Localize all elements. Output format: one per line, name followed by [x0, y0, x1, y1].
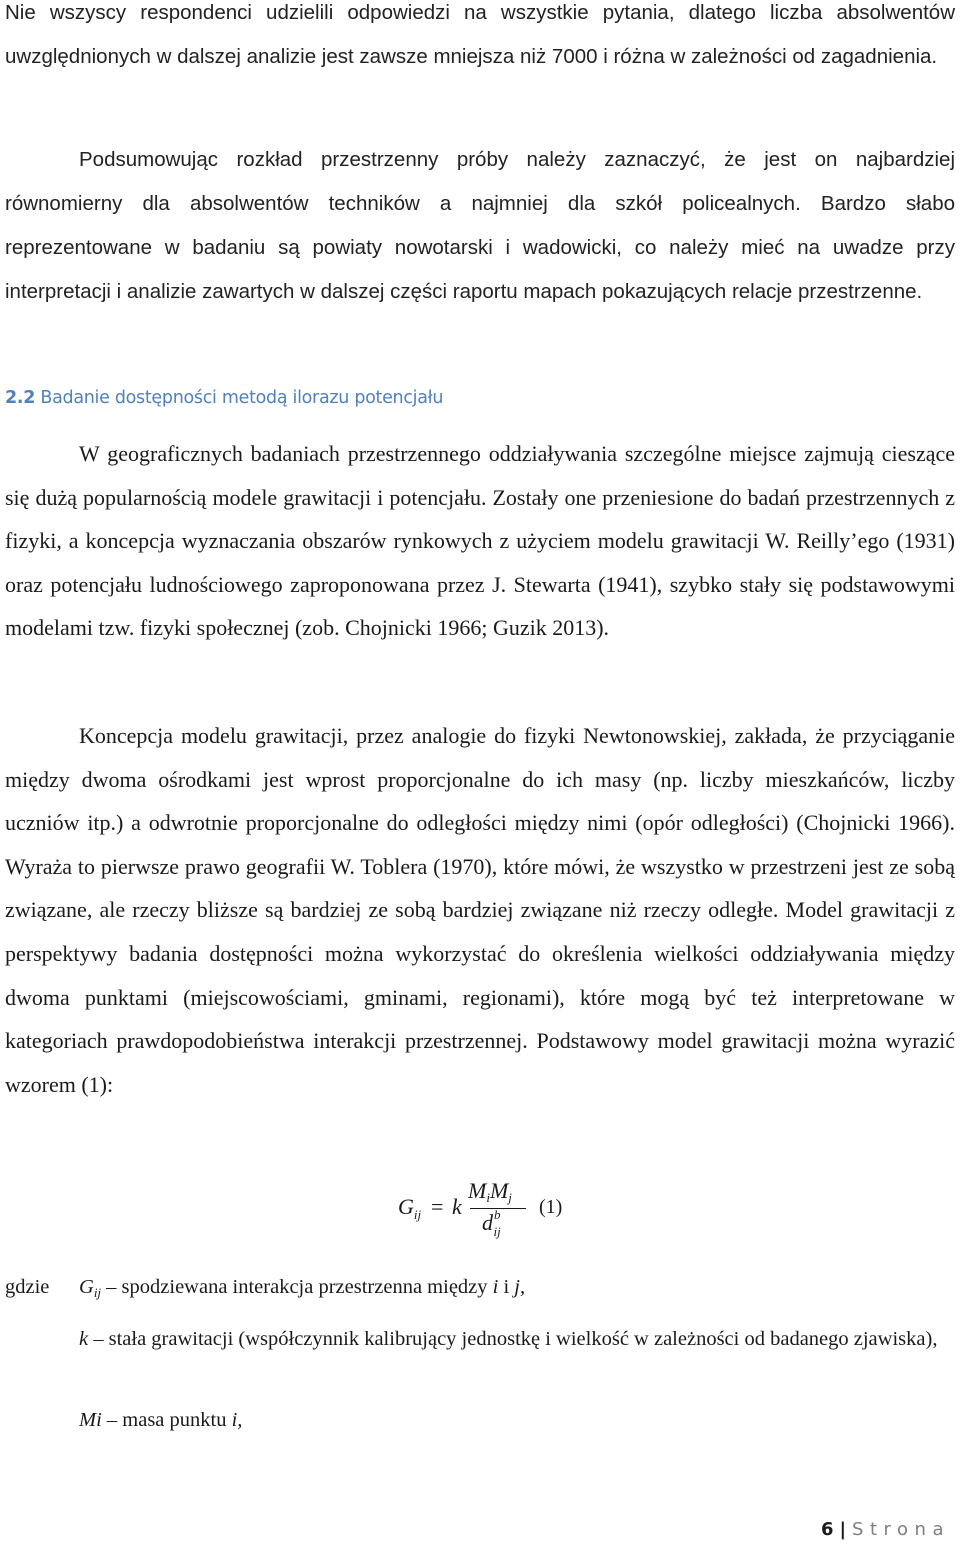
section-heading [5, 384, 443, 412]
paragraph-gravity-models: W geograficznych badaniach przestrzennego oddziaływania szczególne miejsce zajmują cieszące się dużą popularnością modele grawitacji i potencjału. Zostały one przeniesione do badań przestrzennych z fizyki, a koncepcja wyznaczania obszarów rynkowych z użyciem modelu grawitacji W. Reilly’ego (1931) oraz potencjału ludnościowego zaproponowana przez J. Stewarta (1941), szybko stały się podstawowymi modelami tzw. fizyki społecznej (zob. Chojnicki 1966; Guzik 2013). [5, 441, 955, 641]
footer-separator: | [839, 1519, 847, 1540]
section-number: 2.2 [5, 388, 36, 408]
gravity-formula [398, 1176, 578, 1246]
page-label: Strona [852, 1519, 950, 1540]
paragraph-spatial-distribution: Podsumowując rozkład przestrzenny próby należy zaznaczyć, że jest on najbardziej równomierny dla absolwentów techników a najmniej dla szkół policealnych. Bardzo słabo reprezentowane w badaniu są powiaty nowotarski i wadowicki, co należy mieć na uwadze przy interpretacji i analizie zawartych w dalszej części raportu mapach pokazujących relacje przestrzenne. [5, 148, 955, 303]
paragraph-gravity-concept: Koncepcja modelu grawitacji, przez analogie do fizyki Newtonowskiej, zakłada, że przyciąganie między dwoma ośrodkami jest wprost proporcjonalne do ich masy (np. liczby mieszkańców, liczby uczniów itp.) a odwrotnie proporcjonalne do odległości między nimi (opór odległości) (Chojnicki 1966). Wyraża to pierwsze prawo geografii W. Toblera (1970), które mówi, że wszystko w przestrzeni jest ze sobą związane, ale rzeczy bliższe są bardziej ze sobą bardziej związane niż rzeczy odległe. Model grawitacji z perspektywy badania dostępności można wykorzystać do określenia wielkości oddziaływania między dwoma punktami (miejscowościami, gminami, regionami), które mogą być też interpretowane w kategoriach prawdopodobieństwa interakcji przestrzennej. Podstawowy model grawitacji można wyrazić wzorem (1): [5, 723, 955, 1097]
paragraph-respondents: Nie wszyscy respondenci udzielili odpowiedzi na wszystkie pytania, dlatego liczba absolwentów uwzględnionych w dalszej analizie jest zawsze mniejsza niż 7000 i różna w zależności od zagadnienia. [5, 1, 955, 68]
formula-lhs: $G_{ij}$ [398, 1194, 422, 1222]
section-title: Badanie dostępności metodą ilorazu potencjału [40, 388, 444, 408]
page-footer [821, 1517, 950, 1543]
formula-equals: = [431, 1194, 444, 1219]
definition-interaction: $G_{ij}$ – spodziewana interakcja przestrzenna między i i j, [79, 1276, 526, 1300]
formula-constant: k [452, 1194, 462, 1219]
definitions-where-label: gdzie [5, 1276, 50, 1298]
page-number: 6 [820, 1519, 834, 1540]
formula-number: (1) [539, 1196, 563, 1218]
definition-constant: k – stała grawitacji (współczynnik kalibrujący jednostkę i wielkość w zależności od badanego zjawiska), [79, 1328, 938, 1350]
formula-numerator: $M_iM_j$ [468, 1178, 512, 1205]
formula-denominator: $d^b_{ij}$ [482, 1207, 501, 1239]
definition-mass: Mi – masa punktu i, [79, 1409, 243, 1431]
